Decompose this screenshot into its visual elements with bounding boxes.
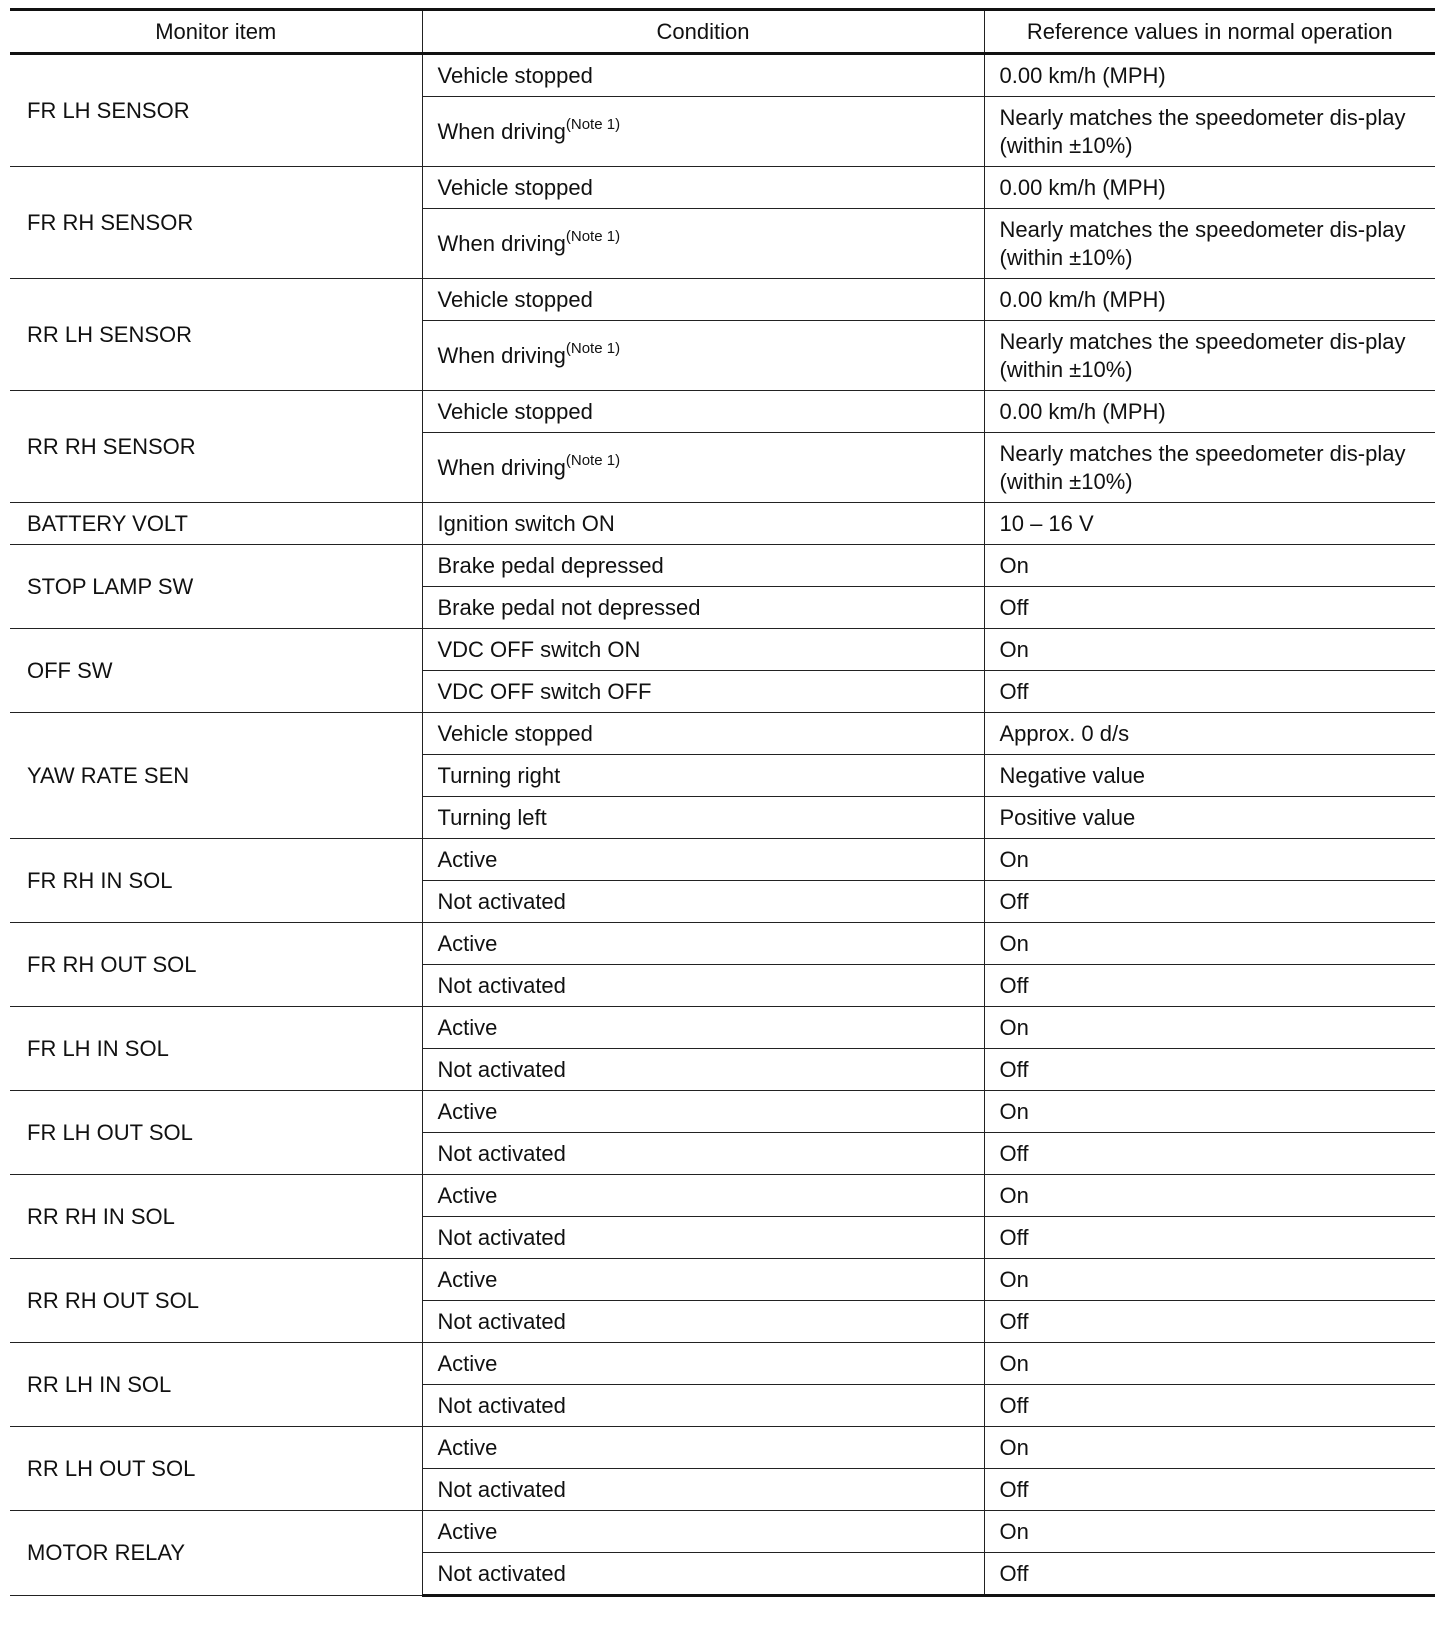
monitor-item-cell: RR RH IN SOL [10, 1175, 422, 1259]
condition-text: Not activated [437, 1224, 566, 1250]
condition-text: Active [437, 1182, 498, 1208]
reference-value-cell: Off [984, 1553, 1435, 1596]
condition-cell [422, 167, 984, 209]
monitor-item-cell: STOP LAMP SW [10, 545, 422, 629]
reference-value-cell: Off [984, 1385, 1435, 1427]
condition-cell [422, 1091, 984, 1133]
condition-text: Vehicle stopped [437, 398, 593, 424]
reference-value-cell: On [984, 629, 1435, 671]
reference-value-cell: 0.00 km/h (MPH) [984, 167, 1435, 209]
monitor-item-cell: BATTERY VOLT [10, 503, 422, 545]
reference-value-cell: On [984, 1259, 1435, 1301]
table-row [10, 503, 1435, 545]
condition-cell [422, 1049, 984, 1091]
condition-text: VDC OFF switch OFF [437, 678, 652, 704]
condition-cell [422, 209, 984, 279]
condition-cell [422, 1259, 984, 1301]
table-row [10, 839, 1435, 881]
condition-text: Vehicle stopped [437, 286, 593, 312]
reference-value-cell: Off [984, 587, 1435, 629]
condition-text: Active [437, 1266, 498, 1292]
monitor-item-cell: RR LH OUT SOL [10, 1427, 422, 1511]
table-row [10, 279, 1435, 321]
condition-cell [422, 1427, 984, 1469]
condition-text: Not activated [437, 1056, 566, 1082]
reference-value-cell: Off [984, 1217, 1435, 1259]
condition-cell [422, 755, 984, 797]
note-reference: (Note 1) [565, 340, 621, 358]
table-row [10, 545, 1435, 587]
table-row [10, 713, 1435, 755]
condition-text: Turning right [437, 762, 561, 788]
condition-cell [422, 433, 984, 503]
condition-cell [422, 545, 984, 587]
header-condition: Condition [422, 10, 984, 54]
monitor-item-cell: OFF SW [10, 629, 422, 713]
reference-value-cell: On [984, 1343, 1435, 1385]
condition-text: Not activated [437, 888, 566, 914]
reference-value-cell: Off [984, 1049, 1435, 1091]
table-row [10, 1259, 1435, 1301]
reference-value-cell: On [984, 1175, 1435, 1217]
reference-value-cell: On [984, 545, 1435, 587]
condition-cell [422, 671, 984, 713]
reference-value-cell: Nearly matches the speedometer dis-play (within ±10%) [984, 321, 1435, 391]
condition-cell [422, 797, 984, 839]
table-row [10, 1343, 1435, 1385]
monitor-item-cell: YAW RATE SEN [10, 713, 422, 839]
reference-value-cell: On [984, 923, 1435, 965]
condition-cell [422, 1343, 984, 1385]
condition-text: Vehicle stopped [437, 720, 593, 746]
condition-cell [422, 839, 984, 881]
reference-value-cell: Off [984, 881, 1435, 923]
table-row [10, 1427, 1435, 1469]
reference-value-cell: Nearly matches the speedometer dis-play (within ±10%) [984, 97, 1435, 167]
condition-cell [422, 391, 984, 433]
monitor-item-cell: FR RH OUT SOL [10, 923, 422, 1007]
condition-text: Ignition switch ON [437, 510, 615, 536]
condition-text: Not activated [437, 1308, 566, 1334]
table-row [10, 629, 1435, 671]
condition-cell [422, 1301, 984, 1343]
note-reference: (Note 1) [565, 228, 621, 246]
condition-cell [422, 881, 984, 923]
condition-cell [422, 1511, 984, 1553]
reference-value-cell: On [984, 1091, 1435, 1133]
reference-value-cell: Nearly matches the speedometer dis-play (within ±10%) [984, 433, 1435, 503]
monitor-item-cell: RR LH SENSOR [10, 279, 422, 391]
condition-cell [422, 279, 984, 321]
monitor-item-cell: FR LH SENSOR [10, 54, 422, 167]
monitor-item-cell: FR LH OUT SOL [10, 1091, 422, 1175]
table-row [10, 1007, 1435, 1049]
monitor-item-cell: FR RH SENSOR [10, 167, 422, 279]
condition-cell [422, 713, 984, 755]
reference-value-cell: Positive value [984, 797, 1435, 839]
table-row [10, 1091, 1435, 1133]
monitor-item-cell: FR LH IN SOL [10, 1007, 422, 1091]
monitor-item-cell: MOTOR RELAY [10, 1511, 422, 1596]
reference-value-cell: Approx. 0 d/s [984, 713, 1435, 755]
condition-text: Not activated [437, 1476, 566, 1502]
table-row [10, 167, 1435, 209]
monitor-item-cell: RR LH IN SOL [10, 1343, 422, 1427]
reference-value-cell: Nearly matches the speedometer dis-play (within ±10%) [984, 209, 1435, 279]
condition-text: Active [437, 1014, 498, 1040]
condition-text: Active [437, 1434, 498, 1460]
condition-text: Active [437, 846, 498, 872]
header-monitor-item: Monitor item [10, 10, 422, 54]
reference-value-cell: Off [984, 1469, 1435, 1511]
condition-cell [422, 1007, 984, 1049]
condition-cell [422, 503, 984, 545]
reference-value-cell: On [984, 839, 1435, 881]
monitor-item-cell: FR RH IN SOL [10, 839, 422, 923]
condition-text: Active [437, 1098, 498, 1124]
condition-text: When driving [437, 454, 566, 480]
table-body [10, 54, 1435, 1596]
condition-cell [422, 965, 984, 1007]
reference-value-cell: On [984, 1007, 1435, 1049]
reference-value-cell: On [984, 1427, 1435, 1469]
condition-text: Brake pedal not depressed [437, 594, 701, 620]
condition-text: Brake pedal depressed [437, 552, 664, 578]
table-row [10, 54, 1435, 97]
reference-value-cell: 0.00 km/h (MPH) [984, 54, 1435, 97]
condition-cell [422, 97, 984, 167]
monitor-item-cell: RR RH OUT SOL [10, 1259, 422, 1343]
reference-value-cell: Off [984, 1133, 1435, 1175]
reference-value-cell: Negative value [984, 755, 1435, 797]
header-row [10, 10, 1435, 54]
reference-value-cell: 0.00 km/h (MPH) [984, 279, 1435, 321]
condition-text: Not activated [437, 972, 566, 998]
condition-text: Active [437, 930, 498, 956]
header-reference-values: Reference values in normal operation [984, 10, 1435, 54]
reference-value-cell: On [984, 1511, 1435, 1553]
table-row [10, 1511, 1435, 1553]
condition-text: When driving [437, 118, 566, 144]
condition-cell [422, 1133, 984, 1175]
reference-value-cell: 10 – 16 V [984, 503, 1435, 545]
condition-text: VDC OFF switch ON [437, 636, 641, 662]
condition-text: Vehicle stopped [437, 174, 593, 200]
condition-text: Turning left [437, 804, 547, 830]
condition-text: Not activated [437, 1392, 566, 1418]
table-row [10, 391, 1435, 433]
condition-cell [422, 587, 984, 629]
condition-text: Not activated [437, 1560, 566, 1586]
reference-value-cell: Off [984, 671, 1435, 713]
condition-cell [422, 1469, 984, 1511]
condition-text: Active [437, 1518, 498, 1544]
monitor-item-cell: RR RH SENSOR [10, 391, 422, 503]
condition-cell [422, 321, 984, 391]
reference-value-cell: Off [984, 965, 1435, 1007]
condition-text: Vehicle stopped [437, 62, 593, 88]
condition-cell [422, 1175, 984, 1217]
condition-text: When driving [437, 230, 566, 256]
condition-cell [422, 54, 984, 97]
note-reference: (Note 1) [565, 116, 621, 134]
condition-text: When driving [437, 342, 566, 368]
condition-cell [422, 1385, 984, 1427]
condition-cell [422, 1217, 984, 1259]
reference-value-cell: Off [984, 1301, 1435, 1343]
condition-text: Not activated [437, 1140, 566, 1166]
condition-text: Active [437, 1350, 498, 1376]
reference-value-cell: 0.00 km/h (MPH) [984, 391, 1435, 433]
monitor-reference-table [10, 8, 1435, 1597]
condition-cell [422, 923, 984, 965]
condition-cell [422, 1553, 984, 1596]
condition-cell [422, 629, 984, 671]
table-row [10, 923, 1435, 965]
note-reference: (Note 1) [565, 452, 621, 470]
table-row [10, 1175, 1435, 1217]
